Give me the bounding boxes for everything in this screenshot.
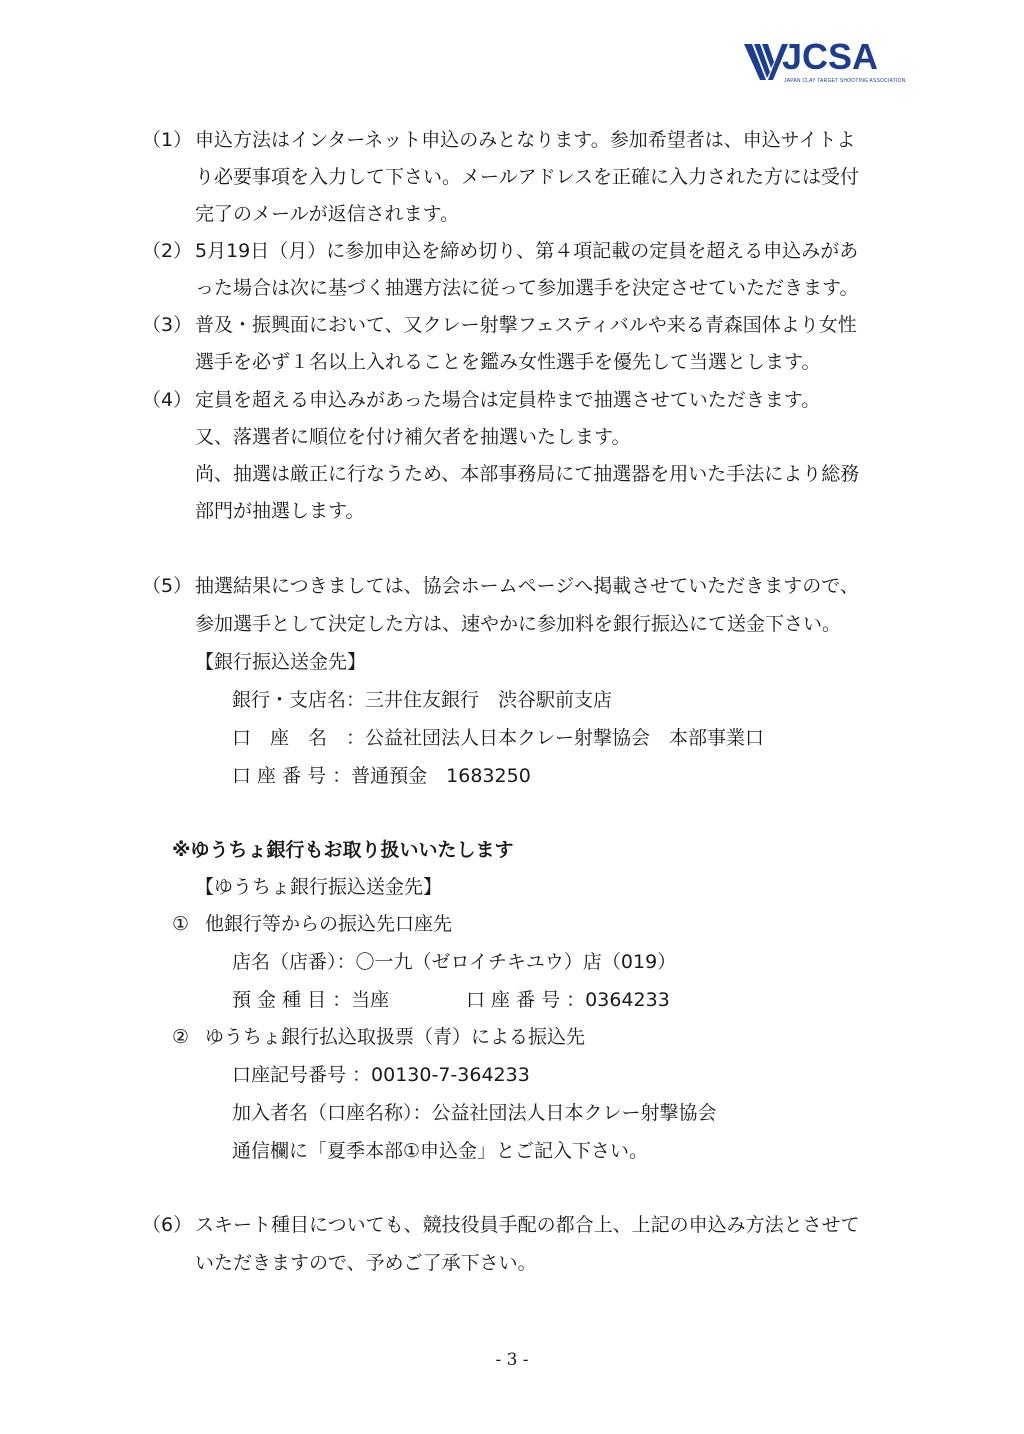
item-4-line-1: 定員を超える申込みがあった場合は定員枠まで抽選させていただきます。 (195, 389, 821, 411)
logo-text: JCSA (782, 36, 879, 77)
item-6-line-2: いただきますので、予めご了承下さい。 (195, 1252, 537, 1274)
item-2-number: （2） (142, 240, 193, 262)
item-4-number: （4） (142, 389, 193, 411)
item-4-line-4: 部門が抽選します。 (195, 500, 365, 522)
item-5-line-2: 参加選手として決定した方は、速やかに参加料を銀行振込にて送金下さい。 (195, 613, 842, 635)
item-5-number: （5） (142, 575, 193, 597)
item-5-line-1: 抽選結果につきましては、協会ホームページへ掲載させていただきますので、 (195, 575, 859, 597)
yucho-case-2-holder: 加入者名（口座名称）：公益社団法人日本クレー射撃協会 (232, 1102, 717, 1124)
bank-heading: 【銀行振込送金先】 (195, 651, 367, 673)
item-4-line-3: 尚、抽選は厳正に行なうため、本部事務局にて抽選器を用いた手法により総務 (195, 463, 860, 485)
yucho-case-1-branch: 店名（店番）：〇一九（ゼロイチキユウ）店（019） (232, 951, 677, 973)
bank-branch: 銀行・支店名：三井住友銀行 渋谷駅前支店 (232, 689, 613, 711)
jcsa-logo (742, 36, 906, 92)
yucho-case-1-title: 他銀行等からの振込先口座先 (205, 913, 453, 935)
item-6-number: （6） (142, 1214, 193, 1236)
item-2-line-1: 5月19日（月）に参加申込を締め切り、第４項記載の定員を超える申込みがあ (195, 240, 859, 262)
yucho-case-2-code: 口座記号番号 ：00130-7-364233 (232, 1064, 530, 1086)
item-4-line-2: 又、落選者に順位を付け補欠者を抽選いたします。 (195, 426, 631, 448)
logo-subtitle: JAPAN CLAY TARGET SHOOTING ASSOCIATION (784, 78, 906, 84)
item-3-number: （3） (142, 314, 193, 336)
yucho-note: ※ゆうちょ銀行もお取り扱いいたします (172, 839, 514, 861)
item-1-line-1: 申込方法はインターネット申込のみとなります。参加希望者は、申込サイトよ (195, 129, 856, 151)
item-3-line-2: 選手を必ず１名以上入れることを鑑み女性選手を優先して当選とします。 (195, 351, 821, 373)
item-2-line-2: った場合は次に基づく抽選方法に従って参加選手を決定させていただきます。 (195, 277, 859, 299)
bank-account-name: 口 座 名 ：公益社団法人日本クレー射撃協会 本部事業口 (232, 727, 765, 749)
yucho-case-1-type: 預 金 種 目 ：当座 (232, 989, 390, 1011)
item-6-line-1: スキート種目についても、競技役員手配の都合上、上記の申込み方法とさせて (195, 1214, 860, 1236)
item-1-line-3: 完了のメールが返信されます。 (195, 203, 460, 225)
yucho-case-1-account-number: 口 座 番 号 ：0364233 (466, 989, 670, 1011)
page-number: - 3 - (495, 1350, 529, 1370)
yucho-case-2-number: ② (172, 1026, 190, 1048)
item-1-line-2: り必要事項を入力して下さい。メールアドレスを正確に入力された方には受付 (195, 166, 860, 188)
item-3-line-1: 普及・振興面において、又クレー射撃フェスティバルや来る青森国体より女性 (195, 314, 857, 336)
item-1-number: （1） (142, 129, 193, 151)
bank-account-number: 口 座 番 号 ：普通預金 1683250 (232, 765, 531, 787)
yucho-case-2-title: ゆうちょ銀行払込取扱票（青）による振込先 (205, 1026, 586, 1048)
yucho-case-2-memo: 通信欄に「夏季本部①申込金」とご記入下さい。 (232, 1140, 649, 1162)
yucho-heading: 【ゆうちょ銀行振込送金先】 (195, 876, 443, 898)
yucho-case-1-number: ① (172, 913, 190, 935)
